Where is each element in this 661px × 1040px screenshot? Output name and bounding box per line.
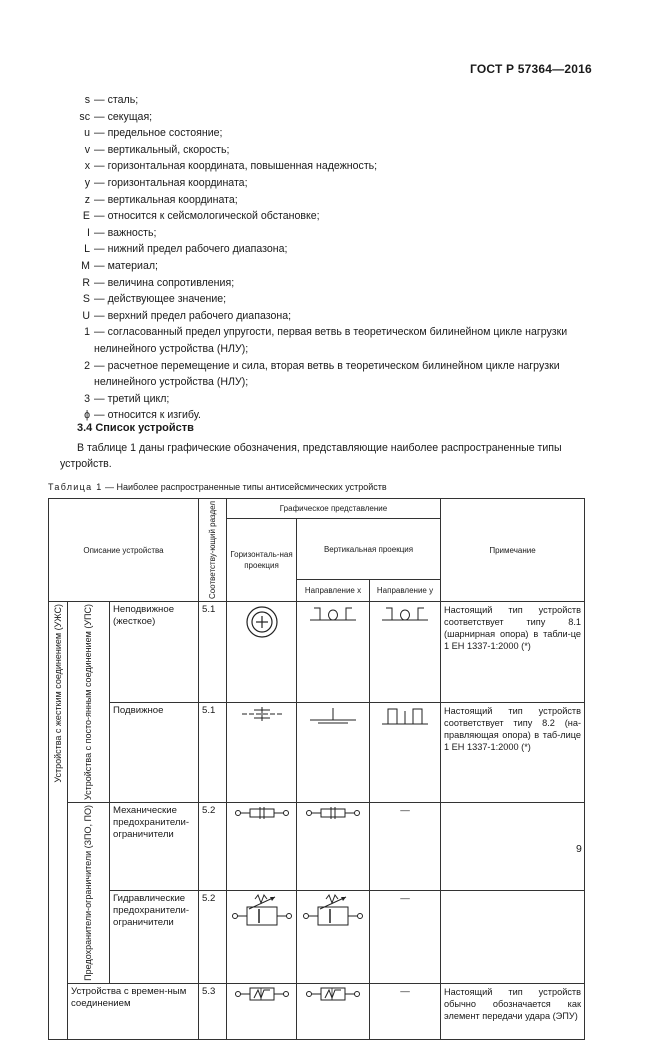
- device-description: Устройства с времен-ным соединением: [68, 983, 199, 1039]
- group-ups-label: Устройства с посто-янным соединением (УПС): [83, 604, 93, 801]
- definition-symbol: M: [81, 259, 90, 272]
- definition-text: вертикальная координата;: [107, 193, 238, 206]
- definition-symbol: sc: [79, 110, 90, 123]
- definition-item: [60, 125, 590, 142]
- dir-y-empty: —: [370, 803, 441, 891]
- sliding-bearing-y-symbol: [380, 705, 430, 727]
- definition-symbol: v: [84, 143, 90, 156]
- definition-text: относится к изгибу.: [107, 409, 201, 422]
- definition-symbol: U: [82, 309, 90, 322]
- definition-text: сталь;: [107, 94, 139, 106]
- header-vertical: Вертикальная проекция: [297, 519, 441, 580]
- dash: —: [94, 176, 105, 189]
- definition-item: [60, 291, 590, 308]
- header-dir-x: Направление x: [297, 580, 370, 602]
- dir-y-empty: —: [370, 891, 441, 983]
- mechanical-fuse-horizontal-symbol: [234, 805, 290, 821]
- group-main-cell: [49, 602, 68, 1040]
- header-section-cell: [199, 499, 227, 602]
- definition-symbol: 1: [84, 326, 90, 339]
- definition-item: [60, 308, 590, 325]
- header-section: Соответству-ющий раздел: [207, 501, 217, 600]
- page-number: 9: [576, 843, 582, 855]
- definition-text: горизонтальная координата;: [107, 176, 248, 189]
- dash: —: [94, 276, 105, 289]
- definition-text: относится к сейсмологической обстановке;: [107, 210, 320, 223]
- device-note: [441, 803, 585, 891]
- definition-item: [60, 175, 590, 192]
- definition-item: [60, 158, 590, 175]
- definition-symbol: E: [82, 210, 90, 223]
- device-note: Настоящий тип устройств соответствует типу 8.1 (шарнирная опора) в табли-це 1 ЕН 1337-1:2000 (*): [441, 602, 585, 703]
- definition-text: третий цикл;: [107, 392, 170, 405]
- sliding-bearing-x-symbol: [308, 705, 358, 727]
- device-note: [441, 891, 585, 983]
- header-note: Примечание: [441, 499, 585, 602]
- body-paragraph: В таблице 1 даны графические обозначения, представляющие наиболее распространенные типы устройств.: [60, 442, 562, 470]
- definition-symbol: L: [84, 243, 90, 256]
- shock-transmitter-x-symbol: [305, 986, 361, 1002]
- group-ups-cell: [68, 602, 110, 803]
- definition-text: действующее значение;: [107, 293, 227, 306]
- group-main-label: Устройства с жестким соединением (УЖС): [52, 604, 63, 783]
- devices-table: [48, 498, 585, 1040]
- definition-text: согласованный предел упругости, первая ветвь в теоретическом билинейном цикле нагрузки нелинейного устройства (НЛУ);: [94, 326, 568, 355]
- dash: —: [94, 293, 105, 306]
- definition-symbol: x: [84, 160, 90, 173]
- definition-text: предельное состояние;: [107, 127, 223, 140]
- section-ref: 5.2: [199, 803, 227, 891]
- dash: —: [94, 359, 105, 372]
- device-description: Подвижное: [110, 703, 199, 803]
- header-dir-y: Направление y: [370, 580, 441, 602]
- definition-text: расчетное перемещение и сила, вторая ветвь в теоретическом билинейном цикле нагрузки нелинейного устройства (НЛУ);: [94, 359, 560, 389]
- definition-text: величина сопротивления;: [107, 276, 235, 289]
- definition-item: [60, 358, 590, 391]
- dash: —: [94, 409, 105, 422]
- definition-item: [60, 391, 590, 408]
- definition-symbol: y: [84, 176, 90, 189]
- sliding-bearing-horizontal-symbol: [240, 705, 284, 723]
- table-caption-text: — Наиболее распространенные типы антисейсмических устройств: [102, 482, 387, 492]
- fixed-bearing-x-symbol: [308, 604, 358, 626]
- header-description: Описание устройства: [49, 499, 199, 602]
- definition-item: [60, 92, 590, 109]
- dash: —: [94, 326, 105, 339]
- dash: —: [94, 127, 105, 140]
- device-note: Настоящий тип устройств обычно обозначается как элемент передачи удара (ЭПУ): [441, 983, 585, 1039]
- table-caption: [48, 482, 387, 492]
- definition-text: верхний предел рабочего диапазона;: [107, 309, 292, 322]
- fixed-bearing-y-symbol: [380, 604, 430, 626]
- dash: —: [94, 193, 105, 206]
- group-zpo-label: Предохранители-ограничители (ЗПО, ПО): [83, 805, 93, 981]
- section-ref: 5.1: [199, 703, 227, 803]
- definition-item: [60, 258, 590, 275]
- device-description: Неподвижное (жесткое): [110, 602, 199, 703]
- dash: —: [94, 210, 105, 223]
- definition-text: материал;: [107, 259, 158, 272]
- section-ref: 5.1: [199, 602, 227, 703]
- definition-item: [60, 225, 590, 242]
- dash: —: [94, 243, 105, 256]
- definition-symbol: 3: [84, 392, 90, 405]
- dash: —: [94, 110, 105, 123]
- dir-y-empty: —: [370, 983, 441, 1039]
- definition-symbol: ϕ: [84, 409, 90, 422]
- definition-text: горизонтальная координата, повышенная надежность;: [107, 160, 378, 173]
- definition-item: [60, 192, 590, 209]
- definition-item: [60, 275, 590, 292]
- section-title: 3.4 Список устройств: [77, 422, 194, 434]
- dash: —: [94, 309, 105, 322]
- definition-symbol: z: [84, 193, 90, 206]
- definition-symbol: u: [84, 127, 90, 140]
- dash: —: [94, 143, 105, 156]
- definition-text: секущая;: [107, 110, 153, 123]
- header-horizontal: Горизонталь-ная проекция: [227, 519, 297, 602]
- definition-item: [60, 324, 590, 357]
- definition-item: [60, 142, 590, 159]
- hydraulic-fuse-x-symbol: [302, 893, 364, 931]
- definition-text: вертикальный, скорость;: [107, 143, 230, 156]
- shock-transmitter-horizontal-symbol: [234, 986, 290, 1002]
- section-ref: 5.2: [199, 891, 227, 983]
- dash: —: [94, 392, 105, 405]
- dash: —: [94, 259, 105, 272]
- definition-item: [60, 241, 590, 258]
- device-note: Настоящий тип устройств соответствует типу 8.2 (на-правляющая опора) в таб-лице 1 ЕН 1337-1:2000 (*): [441, 703, 585, 803]
- dash: —: [94, 226, 105, 239]
- definition-symbol: I: [87, 226, 90, 239]
- definition-symbol: R: [82, 276, 90, 289]
- definitions-list: [60, 92, 590, 424]
- table-caption-label: Таблица 1: [48, 482, 103, 492]
- definition-text: нижний предел рабочего диапазона;: [107, 243, 288, 256]
- device-description: Гидравлические предохранители-ограничители: [110, 891, 199, 983]
- hydraulic-fuse-horizontal-symbol: [231, 893, 293, 931]
- fixed-bearing-horizontal-symbol: [244, 604, 280, 640]
- definition-item: [60, 109, 590, 126]
- mechanical-fuse-x-symbol: [305, 805, 361, 821]
- header-graphic: Графическое представление: [227, 499, 441, 519]
- definition-text: важность;: [107, 226, 157, 239]
- definition-symbol: S: [82, 293, 90, 306]
- section-ref: 5.3: [199, 983, 227, 1039]
- dash: —: [94, 160, 105, 173]
- standard-number: ГОСТ Р 57364—2016: [470, 62, 592, 76]
- device-description: Механические предохранители-ограничители: [110, 803, 199, 891]
- definition-symbol: s: [84, 94, 90, 106]
- dash: —: [94, 94, 105, 106]
- definition-symbol: 2: [84, 359, 90, 372]
- definition-item: [60, 208, 590, 225]
- group-zpo-cell: [68, 803, 110, 984]
